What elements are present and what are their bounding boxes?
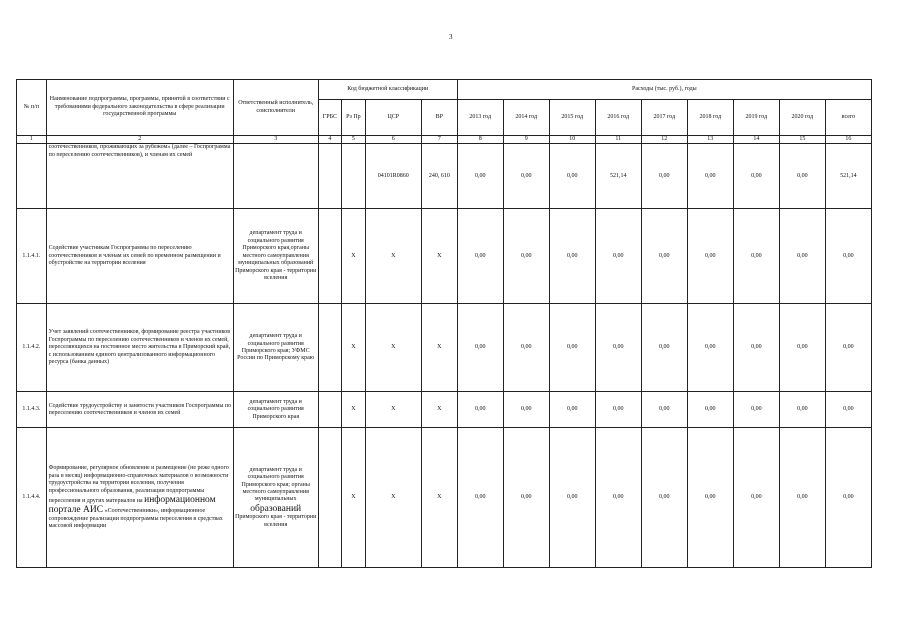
header-year-2020: 2020 год [779,100,825,136]
col-number: 4 [318,136,342,144]
row-responsible-part: Приморского края - территории вселения [235,514,317,528]
column-number-row [17,136,872,144]
header-csr: ЦСР [365,100,421,136]
header-num: № п/п [17,80,47,136]
row-num: 1.1.4.3. [17,392,47,428]
page-number: 3 [449,33,453,41]
row-value: 0,00 [457,209,503,304]
budget-table [16,79,872,568]
row-value: 0,00 [733,209,779,304]
col-number: 14 [733,136,779,144]
row-value: 521,14 [595,144,641,209]
header-responsible: Ответственный исполнитель, соисполнители [233,80,318,136]
row-vr: 240, 610 [421,144,457,209]
header-year-2018: 2018 год [687,100,733,136]
row-responsible-part: департамент труда и социального развития Приморского края; органы местного самоуправления муниципальных [241,466,310,503]
row-responsible: департамент труда и социального развития Приморского края [233,392,318,428]
row-num: 1.1.4.2. [17,304,47,392]
header-name: Наименование подпрограммы, программы, принятой в соответствии с требованиями федерального законодательства в сфере реализации государственной программы [46,80,233,136]
row-csr: X [365,209,421,304]
table-row [17,209,872,304]
row-num: 1.1.4.4. [17,428,47,568]
row-name: соотечественников, проживающих за рубежом» (далее – Госпрограмма по переселению соотечественников), и членам их семей [46,144,233,209]
header-year-2014: 2014 год [503,100,549,136]
row-value: 0,00 [641,392,687,428]
row-value: 0,00 [641,209,687,304]
row-vr: X [421,392,457,428]
header-year-2016: 2016 год [595,100,641,136]
header-year-2019: 2019 год [733,100,779,136]
row-rzpr: X [342,392,366,428]
row-value: 0,00 [641,428,687,568]
row-num [17,144,47,209]
row-value: 0,00 [457,392,503,428]
row-name: Учет заявлений соотечественников, формирование реестра участников Госпрограммы по переселению соотечественников и членов их семей, переселяющихся на постоянное место жительства в Приморский край, с использованием единого централизованного информационного ресурса (банка данных) [46,304,233,392]
row-rzpr: X [342,304,366,392]
row-value: 0,00 [549,144,595,209]
header-year-2015: 2015 год [549,100,595,136]
row-grbs [318,209,342,304]
header-total: всего [825,100,871,136]
row-name: Содействие участникам Госпрограммы по переселению соотечественников и членам их семей по временном размещении и обустройстве на территории вселения [46,209,233,304]
row-value: 0,00 [687,428,733,568]
col-number: 5 [342,136,366,144]
row-vr: X [421,304,457,392]
row-responsible: департамент труда и социального развития Приморского края; УФМС России по Приморскому краю [233,304,318,392]
col-number: 6 [365,136,421,144]
col-number: 15 [779,136,825,144]
row-name-part: «Соотечественники», информационное сопровождение реализации подпрограммы переселения в средствах массовой информации [48,508,223,530]
row-value: 0,00 [779,209,825,304]
row-value: 0,00 [503,144,549,209]
row-value: 0,00 [549,209,595,304]
row-csr: 04101R0860 [365,144,421,209]
row-responsible: департамент труда и социального развития Приморского края,органы местного самоуправления муниципальных образований Приморского края - территории вселения [233,209,318,304]
row-value: 0,00 [641,144,687,209]
col-number: 10 [549,136,595,144]
row-name-portal: информационном портале АИС [48,494,216,516]
row-value: 0,00 [457,144,503,209]
row-total: 0,00 [825,209,871,304]
row-total: 521,14 [825,144,871,209]
table-row [17,392,872,428]
row-value: 0,00 [687,304,733,392]
row-name [46,428,233,568]
row-value: 0,00 [595,304,641,392]
row-value: 0,00 [595,392,641,428]
row-value: 0,00 [503,304,549,392]
col-number: 7 [421,136,457,144]
col-number: 12 [641,136,687,144]
row-value: 0,00 [503,209,549,304]
row-grbs [318,304,342,392]
col-number: 13 [687,136,733,144]
row-csr: X [365,304,421,392]
row-total: 0,00 [825,392,871,428]
row-num: 1.1.4.1. [17,209,47,304]
row-responsible [233,144,318,209]
col-number: 16 [825,136,871,144]
col-number: 2 [46,136,233,144]
row-responsible-part: образований [250,503,302,514]
row-value: 0,00 [779,304,825,392]
row-csr: X [365,392,421,428]
row-value: 0,00 [503,428,549,568]
row-value: 0,00 [457,304,503,392]
header-budget-code: Код бюджетной классификации [318,80,457,100]
table-row [17,428,872,568]
row-value: 0,00 [733,428,779,568]
header-rzpr: Рз Пр [342,100,366,136]
row-rzpr: X [342,209,366,304]
row-grbs [318,392,342,428]
row-vr: X [421,428,457,568]
col-number: 8 [457,136,503,144]
row-value: 0,00 [687,209,733,304]
header-vr: ВР [421,100,457,136]
row-rzpr: X [342,428,366,568]
col-number: 3 [233,136,318,144]
table-row [17,304,872,392]
row-vr: X [421,209,457,304]
row-name-part: Формирование, регулярное обновление и размещение (не реже одного раза в месяц) информационно-справочных материалов о возможности трудоустройства на территории вселения, получения профессионального образования, реализации подпрограммы переселения и других материалов на [48,465,229,504]
col-number: 9 [503,136,549,144]
row-rzpr [342,144,366,209]
row-grbs [318,428,342,568]
row-name: Содействие трудоустройству и занятости участников Госпрограммы по переселению соотечественников и членов их семей [46,392,233,428]
col-number: 11 [595,136,641,144]
row-value: 0,00 [687,392,733,428]
row-value: 0,00 [641,304,687,392]
row-value: 0,00 [779,144,825,209]
row-value: 0,00 [549,392,595,428]
col-number: 1 [17,136,47,144]
row-grbs [318,144,342,209]
row-total: 0,00 [825,428,871,568]
header-expenses: Расходы (тыс. руб.), годы [457,80,871,100]
row-responsible [233,428,318,568]
row-value: 0,00 [779,392,825,428]
row-value: 0,00 [687,144,733,209]
row-value: 0,00 [733,392,779,428]
row-value: 0,00 [549,304,595,392]
header-year-2013: 2013 год [457,100,503,136]
row-value: 0,00 [779,428,825,568]
row-value: 0,00 [595,428,641,568]
row-value: 0,00 [503,392,549,428]
row-total: 0,00 [825,304,871,392]
row-value: 0,00 [595,209,641,304]
header-grbs: ГРБС [318,100,342,136]
row-value: 0,00 [733,144,779,209]
row-value: 0,00 [457,428,503,568]
row-value: 0,00 [733,304,779,392]
row-value: 0,00 [549,428,595,568]
row-csr: X [365,428,421,568]
header-year-2017: 2017 год [641,100,687,136]
table-row [17,144,872,209]
